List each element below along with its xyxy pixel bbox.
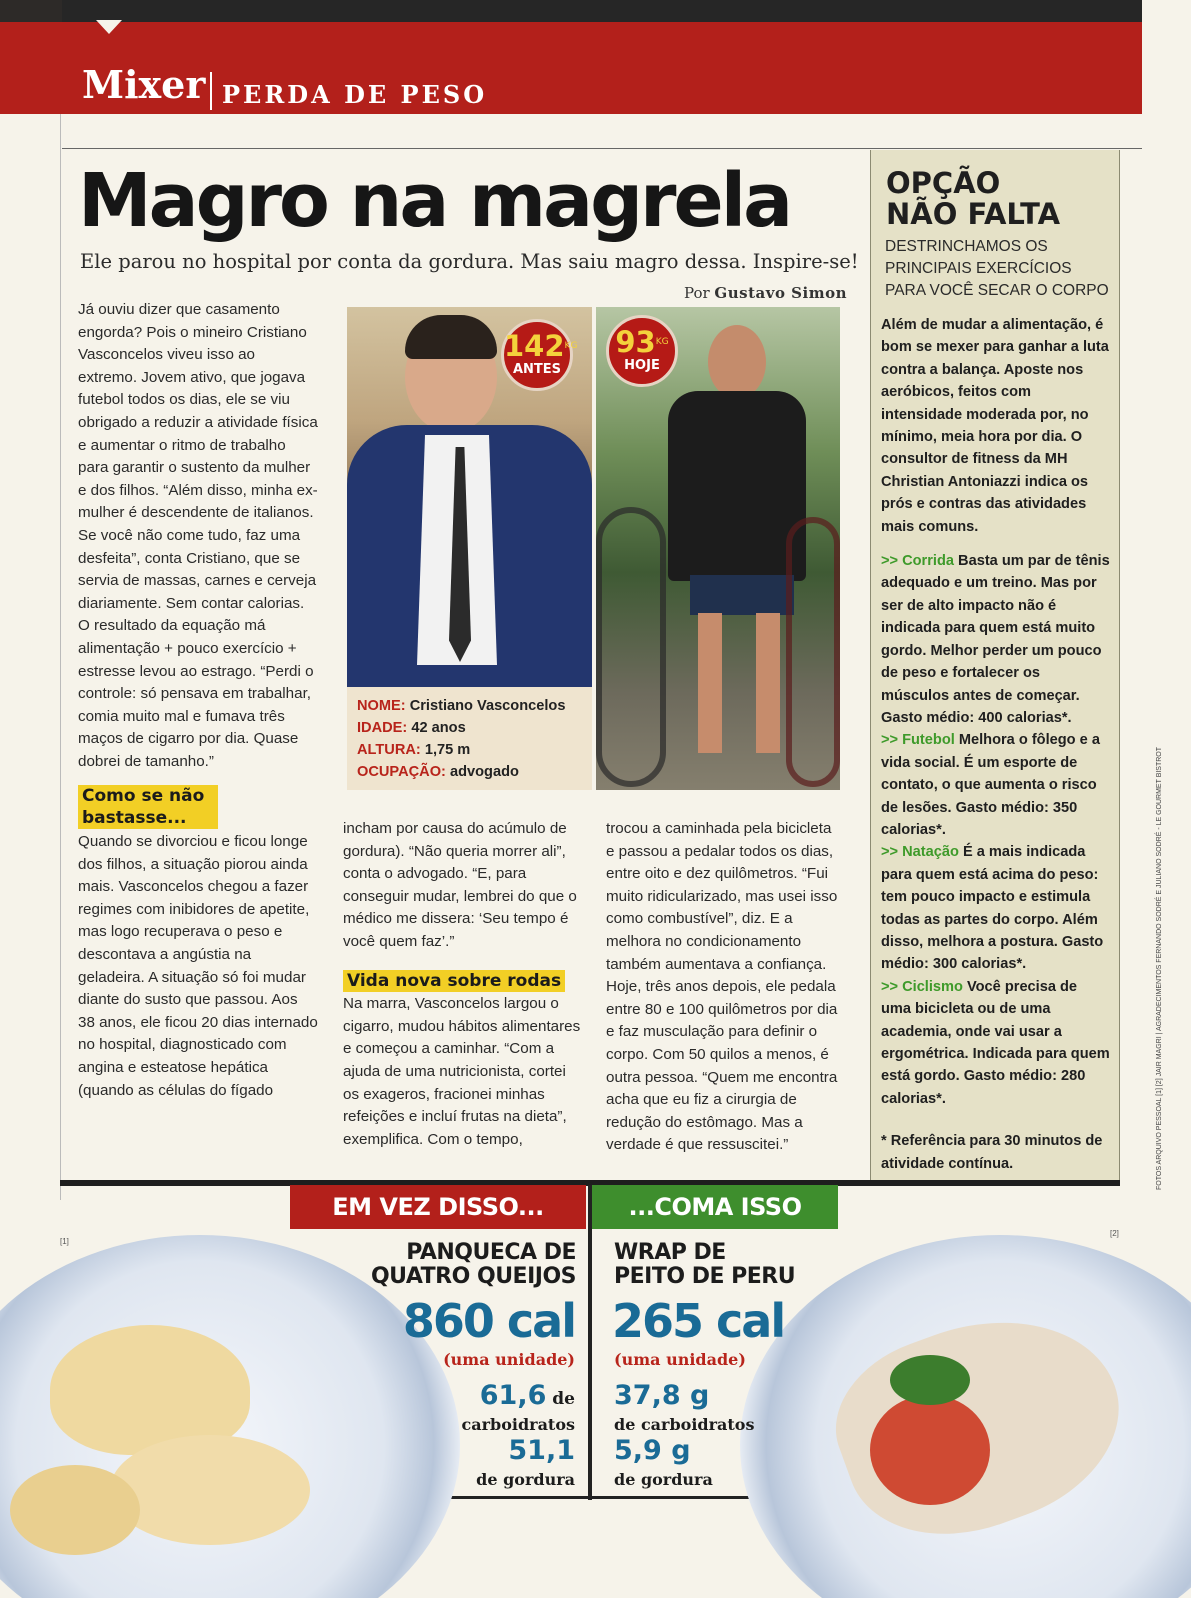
food-name-line: PANQUECA DE bbox=[406, 1240, 576, 1265]
profile-label: NOME: bbox=[357, 698, 406, 714]
profile-name: Cristiano Vasconcelos bbox=[409, 698, 566, 714]
badge-label-before: ANTES bbox=[512, 362, 562, 377]
sidebar-item-ciclismo bbox=[881, 976, 1111, 1110]
profile-age: 42 anos bbox=[411, 720, 466, 736]
person-leg bbox=[756, 613, 780, 753]
sidebar-title-line: OPÇÃO bbox=[886, 166, 1001, 200]
wrap-lettuce bbox=[890, 1355, 970, 1405]
weight-after: 93 bbox=[615, 325, 656, 359]
sidebar-deck-line: DESTRINCHAMOS OS bbox=[885, 238, 1048, 255]
subhead-vida-nova: Vida nova sobre rodas bbox=[343, 970, 565, 992]
sidebar-item-marker: >> Futebol bbox=[881, 732, 955, 749]
carbs-value: 61,6 bbox=[479, 1380, 547, 1411]
header-top-bar bbox=[62, 0, 1142, 22]
sidebar-deck-line: PARA VOCÊ SECAR O CORPO bbox=[885, 282, 1109, 299]
section-topic: PERDA DE PESO bbox=[222, 80, 488, 109]
person-leg bbox=[698, 613, 722, 753]
sidebar-item-text: É a mais indicada para quem está acima do peso: tem pouco impacto e estimula todas as partes do corpo. Além disso, melhora a postura. Gasto médio: 300 calorias*. bbox=[881, 844, 1104, 973]
calories-left: 860 cal bbox=[402, 1294, 575, 1348]
photo-after bbox=[596, 307, 840, 790]
photo-credits: FOTOS ARQUIVO PESSOAL [1] [2] JAIR MAGRI | AGRADECIMENTOS FERNANDO SODRÉ E JULIANO SODRÉ - LE GOURMET BISTROT bbox=[1156, 746, 1163, 1190]
body-text: Quando se divorciou e ficou longe dos filhos, a situação piorou ainda mais. Vasconcelos chegou a fazer regimes com inibidores de apetite, mas logo recuperava o peso e descontava a angústia na geladeira. A situação só foi mudar diante do susto que passou. Aos 38 anos, ele ficou 20 dias internado no hospital, diagnosticado com angina e esteatose hepática (quando as células do fígado bbox=[78, 833, 318, 1099]
person-head bbox=[708, 325, 766, 399]
header-rule bbox=[62, 148, 1142, 149]
fat-label-left: de gordura bbox=[476, 1470, 575, 1489]
body-text: trocou a caminhada pela bicicleta e passou a pedalar todos os dias, entre oito e dez quilômetros. “Fui muito ridicularizado, mas usei isso como combustível”, diz. E a melhora no condicionamento também aumentava a confiança. Hoje, três anos depois, ele pedala entre 80 e 100 quilômetros por dia e faz musculação para definir o corpo. Com 50 quilos a menos, é outra pessoa. “Quem me encontra acha que eu fiz a cirurgia de redução do estômago. Mas a verdade é que ressuscitei.” bbox=[606, 820, 838, 1154]
pancake-food bbox=[10, 1465, 140, 1555]
plate-pancake bbox=[0, 1235, 460, 1598]
profile-age-row bbox=[357, 717, 582, 739]
comparison-divider bbox=[588, 1185, 592, 1500]
weight-unit: KG bbox=[564, 341, 578, 351]
weight-before: 142 bbox=[504, 329, 565, 363]
sidebar-item-marker: >> Corrida bbox=[881, 553, 954, 570]
sidebar-item-text: Melhora o fôlego e a vida social. É um esporte de contato, o que aumenta o risco de lesões. Gasto médio: 350 calorias*. bbox=[881, 732, 1100, 838]
author-name: Gustavo Simon bbox=[714, 284, 847, 302]
sidebar-item-text: Basta um par de tênis adequado e um treino. Mas por ser de alto impacto não é indicada para quem está muito gordo. Melhor perder um pouco de peso e fortalecer os músculos antes de começar. Gasto médio: 400 calorias*. bbox=[881, 553, 1110, 726]
sidebar-intro: Além de mudar a alimentação, é bom se mexer para ganhar a luta contra a balança. Aposte nos aeróbicos, feitos com intensidade moderada por, no mínimo, meia hora por dia. O consultor de fitness da MH Christian Antoniazzi indica os prós e contras das atividades mais comuns. bbox=[881, 317, 1109, 535]
image-ref-mark: [1] bbox=[60, 1237, 69, 1246]
article-column-1 bbox=[78, 299, 318, 1102]
food-name-right bbox=[614, 1241, 795, 1289]
food-name-line: QUATRO QUEIJOS bbox=[370, 1264, 576, 1289]
wrap-tomato bbox=[870, 1395, 990, 1505]
profile-height: 1,75 m bbox=[424, 742, 471, 758]
article-subtitle: Ele parou no hospital por conta da gordura. Mas saiu magro dessa. Inspire-se! bbox=[80, 250, 859, 273]
image-ref-mark: [2] bbox=[1110, 1229, 1119, 1238]
profile-label: OCUPAÇÃO: bbox=[357, 764, 446, 780]
sidebar-item-natacao bbox=[881, 841, 1111, 975]
sidebar-item-marker: >> Natação bbox=[881, 844, 959, 861]
subhead-como-se-nao-bastasse: Como se não bastasse... bbox=[78, 785, 218, 829]
carbs-left bbox=[480, 1380, 575, 1411]
weight-badge-after bbox=[606, 315, 678, 387]
body-text: incham por causa do acúmulo de gordura). “Não queria morrer ali”, conta o advogado. “E, para conseguir mudar, lembrei do que o médico me dissera: ‘Seu tempo é você quem faz’.” bbox=[343, 820, 577, 950]
profile-label: ALTURA: bbox=[357, 742, 421, 758]
bicycle-left bbox=[596, 507, 666, 787]
profile-height-row bbox=[357, 739, 582, 761]
weight-badge-before bbox=[501, 319, 578, 391]
person-shorts bbox=[690, 575, 794, 615]
unit-note-right: (uma unidade) bbox=[614, 1350, 746, 1369]
body-text: Já ouviu dizer que casamento engorda? Pois o mineiro Cristiano Vasconcelos viveu isso ao extremo. Jovem ativo, que jogava futebol todos os dias, ele se viu obrigado a reduzir a atividade física e aumentar o ritmo de trabalho para garantir o sustento da mulher e dos filhos. “Além disso, minha ex-mulher é descendente de italianos. Se você não come tudo, faz uma desfeita”, conta Cristiano, que se servia de massas, carnes e cerveja diariamente. Sem contar calorias. O resultado da equação má alimentação + pouco exercício + estresse levou ao estrago. “Perdi o controle: só pensava em trabalhar, comia muito mal e fumava três maços de cigarro por dia. Quase dobrei de tamanho.” bbox=[78, 301, 318, 770]
sidebar-item-corrida bbox=[881, 550, 1111, 729]
sidebar-title-line: NÃO FALTA bbox=[886, 197, 1061, 231]
profile-job: advogado bbox=[449, 764, 519, 780]
article-title: Magro na magrela bbox=[78, 158, 791, 244]
profile-job-row bbox=[357, 761, 582, 783]
photo-before bbox=[347, 307, 592, 687]
unit-note-left: (uma unidade) bbox=[443, 1350, 575, 1369]
pancake-food bbox=[110, 1435, 310, 1545]
header-notch bbox=[96, 20, 122, 34]
sidebar-title bbox=[886, 168, 1060, 230]
tab-instead-of-this: EM VEZ DISSO... bbox=[290, 1185, 586, 1229]
sidebar-deck bbox=[885, 236, 1109, 302]
sidebar-deck-line: PRINCIPAIS EXERCÍCIOS bbox=[885, 260, 1072, 277]
body-text: Na marra, Vasconcelos largou o cigarro, mudou hábitos alimentares e começou a caminhar. “Com a ajuda de uma nutricionista, cortei os exageros, fracionei minhas refeições e incluí frutas na dieta”, exemplifica. Com o tempo, bbox=[343, 995, 581, 1148]
fat-label-right: de gordura bbox=[614, 1470, 713, 1489]
person-hair bbox=[405, 315, 497, 359]
food-name-left bbox=[300, 1241, 576, 1289]
profile-label: IDADE: bbox=[357, 720, 408, 736]
page-left-rule bbox=[60, 0, 61, 1200]
calories-right: 265 cal bbox=[612, 1294, 785, 1348]
profile-box bbox=[347, 687, 592, 790]
article-column-2 bbox=[343, 818, 583, 1151]
carbs-label-left: carboidratos bbox=[461, 1415, 575, 1434]
plate-wrap bbox=[740, 1235, 1191, 1598]
carbs-suffix: de bbox=[546, 1389, 575, 1409]
byline bbox=[684, 284, 847, 302]
sidebar-body bbox=[881, 314, 1111, 1187]
fat-right: 5,9 g bbox=[614, 1435, 691, 1466]
byline-prefix: Por bbox=[683, 284, 710, 302]
article-column-3 bbox=[606, 818, 844, 1157]
sidebar-footnote: * Referência para 30 minutos de atividade contínua. bbox=[881, 1133, 1103, 1172]
badge-label-after: HOJE bbox=[624, 358, 660, 373]
tab-eat-this: ...COMA ISSO bbox=[592, 1185, 838, 1229]
carbs-label-right: de carboidratos bbox=[614, 1415, 755, 1434]
food-name-line: WRAP DE bbox=[614, 1240, 726, 1265]
sidebar-item-marker: >> Ciclismo bbox=[881, 978, 963, 995]
sidebar-item-futebol bbox=[881, 729, 1111, 841]
section-name: Mixer bbox=[82, 62, 206, 107]
sidebar-item-text: Você precisa de uma bicicleta ou de uma academia, onde vai usar a ergométrica. Indicada para quem está gordo. Gasto médio: 280 calorias*. bbox=[881, 978, 1110, 1107]
section-divider bbox=[210, 72, 212, 110]
profile-name-row bbox=[357, 695, 582, 717]
bicycle-right bbox=[786, 517, 840, 787]
food-name-line: PEITO DE PERU bbox=[614, 1264, 796, 1289]
weight-unit: KG bbox=[655, 337, 669, 347]
fat-left: 51,1 bbox=[508, 1435, 575, 1466]
carbs-right: 37,8 g bbox=[614, 1380, 710, 1411]
